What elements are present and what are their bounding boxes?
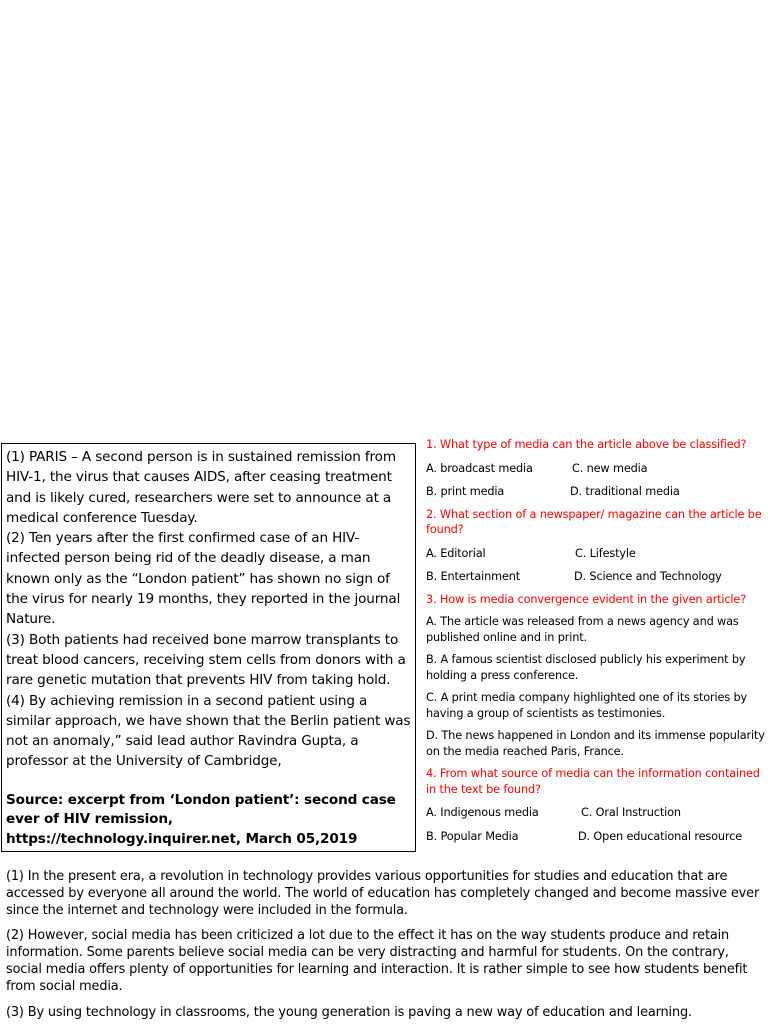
passage-paragraph-2: (2) However, social media has been criticized a lot due to the effect it has on the way students produce and retain information. Some parents believe social media can be very distracting and harmful for students. On the contrary, social media offers plenty of opportunities for learning and interaction. It is rather simple to see how students benefit from social media. [6,928,748,994]
option-1b: B. print media [426,485,505,498]
option-2a: A. Editorial [426,546,486,560]
option-2b: B. Entertainment [426,570,521,583]
question-3: 3. How is media convergence evident in the given article? [426,592,747,606]
option-2d: D. Science and Technology [574,570,722,583]
option-3a: A. The article was released from a news agency and was published online and in print. [426,615,739,644]
option-row [426,829,766,845]
option-1c: C. new media [572,461,648,475]
option-3d: D. The news happened in London and its immense popularity on the media reached Paris, France. [426,729,765,758]
option-2c: C. Lifestyle [575,546,636,560]
article-paragraph-4: (4) By achieving remission in a second patient using a similar approach, we have shown that the Berlin patient was not an anomaly,” said lead author Ravindra Gupta, a professor at the University of Cambridge, [6,692,411,770]
passage-paragraph-3: (3) By using technology in classrooms, the young generation is paving a new way of education and learning. [6,1004,692,1020]
article-paragraph-3: (3) Both patients had received bone marrow transplants to treat blood cancers, receiving stem cells from donors with a rare genetic mutation that prevents HIV from taking hold. [6,631,406,689]
option-row [426,461,766,477]
article-paragraph-1: (1) PARIS – A second person is in sustained remission from HIV-1, the virus that causes AIDS, after ceasing treatment and is likely cured, researchers were set to announce at a medical conference Tuesday. [6,449,396,526]
passage-paragraph-1: (1) In the present era, a revolution in technology provides various opportunities for studies and education that are accessed by everyone all around the world. The world of education has completely changed and become massive ever since the internet and technology were included in the formula. [6,869,760,918]
option-4a: A. Indigenous media [426,806,539,819]
option-4c: C. Oral Instruction [581,806,681,819]
article-paragraph-2: (2) Ten years after the first confirmed case of an HIV-infected person being rid of the deadly disease, a man known only as the “London patient” has shown no sign of the virus for nearly 19 months, they reported in the journal Nature. [6,530,401,628]
question-2: 2. What section of a newspaper/ magazine can the article be found? [426,507,762,536]
question-list [426,437,766,844]
bottom-passage [6,869,764,1030]
option-row [426,805,766,821]
option-4d: D. Open educational resource [578,829,743,843]
option-4b: B. Popular Media [426,829,519,843]
option-1a: A. broadcast media [426,461,533,475]
option-3c: C. A print media company highlighted one of its stories by having a group of scientists as testimonies. [426,691,748,720]
option-row [426,569,766,585]
option-row [426,484,766,500]
question-4: 4. From what source of media can the information contained in the text be found? [426,767,760,796]
option-3b: B. A famous scientist disclosed publicly his experiment by holding a press conference. [426,653,746,682]
option-1d: D. traditional media [570,485,680,498]
article-source: Source: excerpt from ‘London patient’: second case ever of HIV remission, https://technology.inquirer.net, March 05,2019 [6,791,396,847]
question-1: 1. What type of media can the article above be classified? [426,438,747,451]
article-excerpt-box [1,443,416,852]
option-row [426,546,766,562]
